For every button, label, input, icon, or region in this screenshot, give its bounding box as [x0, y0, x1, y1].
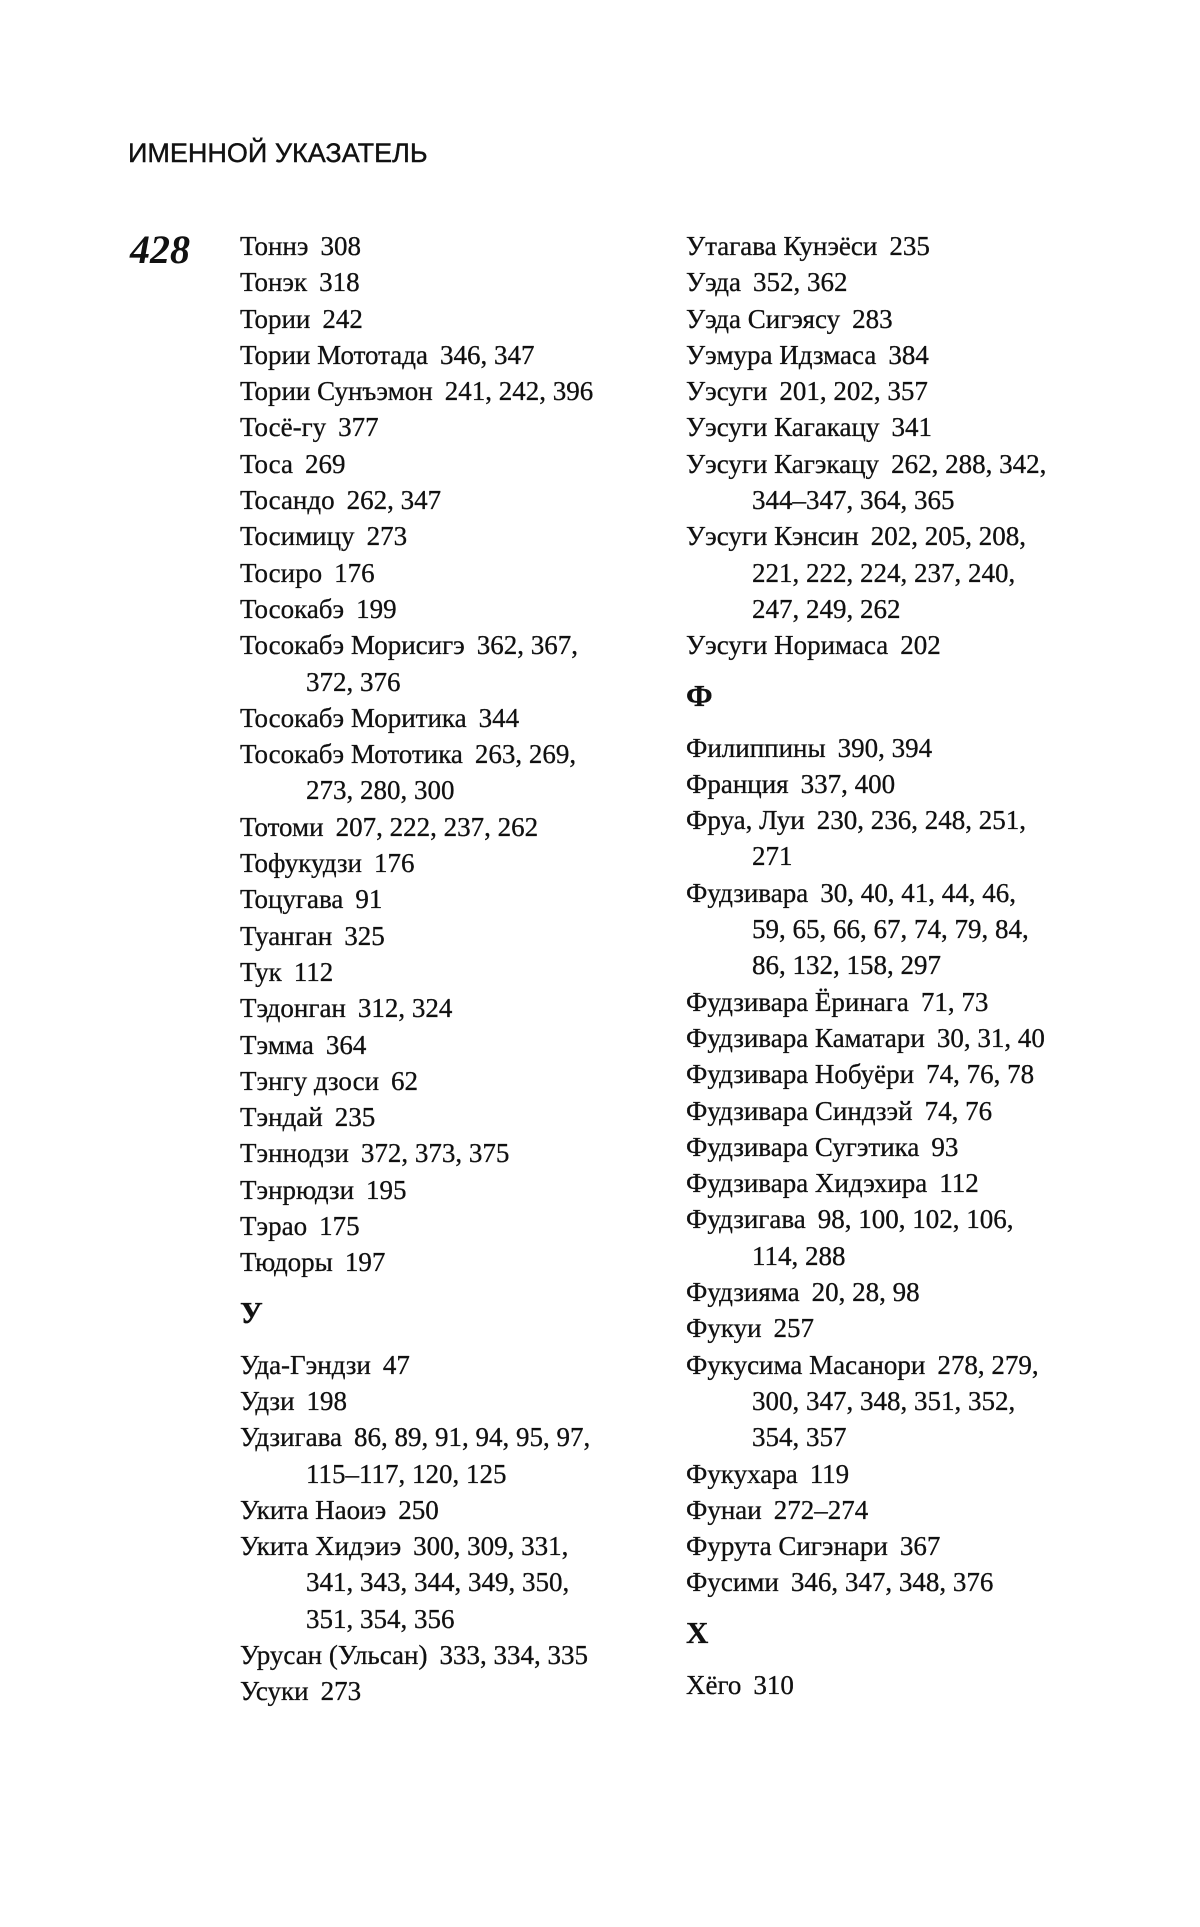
entry-pages: 242 — [322, 303, 363, 334]
entry-pages: 30, 31, 40 — [936, 1022, 1045, 1053]
index-entry — [240, 736, 660, 772]
index-entry — [686, 730, 1106, 766]
entry-name: Тории Мототада — [240, 339, 429, 370]
index-entry — [686, 264, 1106, 300]
index-entry — [686, 1667, 1106, 1703]
entry-name: Фудзияма — [686, 1277, 800, 1308]
entry-name: Тэмма — [240, 1029, 314, 1060]
index-entry — [240, 482, 660, 518]
entry-pages: 201, 202, 357 — [779, 376, 928, 407]
entry-pages: 362, 367, — [476, 630, 579, 661]
entry-pages-continued: 354, 357 — [752, 1422, 847, 1453]
entry-name: Фукусима Масанори — [686, 1349, 926, 1380]
entry-name: Тосиро — [240, 557, 323, 588]
index-entry — [240, 555, 660, 591]
entry-name: Фусими — [686, 1567, 779, 1598]
index-entry — [240, 954, 660, 990]
entry-pages-continued: 86, 132, 158, 297 — [752, 950, 941, 981]
entry-pages: 176 — [374, 848, 415, 879]
index-entry — [240, 409, 660, 445]
entry-name: Тории Сунъэмон — [240, 376, 433, 407]
index-entry — [240, 228, 660, 264]
entry-name: Фруа, Луи — [686, 805, 805, 836]
index-entry — [240, 518, 660, 554]
entry-name: Уэсуги Кэнсин — [686, 521, 859, 552]
entry-name: Тук — [240, 956, 282, 987]
entry-pages: 333, 334, 335 — [439, 1639, 588, 1670]
index-entry — [240, 1528, 660, 1564]
entry-name: Тоса — [240, 448, 293, 479]
entry-pages: 278, 279, — [937, 1349, 1039, 1380]
entry-name: Тюдоры — [240, 1247, 333, 1278]
entry-pages: 176 — [334, 557, 375, 588]
index-entry — [240, 1063, 660, 1099]
index-entry — [240, 881, 660, 917]
entry-name: Франция — [686, 768, 789, 799]
index-entry — [240, 1135, 660, 1171]
entry-pages: 175 — [319, 1211, 360, 1242]
entry-pages-continued: 271 — [752, 841, 793, 872]
entry-name: Фудзивара Каматари — [686, 1022, 925, 1053]
entry-pages: 318 — [319, 267, 360, 298]
entry-name: Уэда — [686, 267, 742, 298]
entry-pages: 207, 222, 237, 262 — [335, 811, 539, 842]
entry-name: Урусан (Ульсан) — [240, 1639, 428, 1670]
index-entry — [240, 809, 660, 845]
entry-pages: 202, 205, 208, — [870, 521, 1026, 552]
entry-pages: 263, 269, — [474, 739, 577, 770]
entry-pages: 352, 362 — [753, 267, 848, 298]
entry-name: Тофукудзи — [240, 848, 363, 879]
entry-name: Тэндай — [240, 1102, 323, 1133]
index-entry — [240, 627, 660, 663]
entry-pages: 195 — [366, 1174, 407, 1205]
section-letter: Х — [686, 1614, 709, 1650]
entry-pages: 86, 89, 91, 94, 95, 97, — [353, 1422, 591, 1453]
index-entry — [686, 766, 1106, 802]
entry-pages: 300, 309, 331, — [413, 1531, 569, 1562]
entry-pages: 74, 76 — [924, 1095, 993, 1126]
index-entry — [686, 1093, 1106, 1129]
entry-pages: 112 — [293, 956, 334, 987]
entry-name: Удзи — [240, 1385, 295, 1416]
index-entry — [686, 875, 1106, 911]
index-entry — [686, 1310, 1106, 1346]
entry-name: Тэдонган — [240, 993, 346, 1024]
index-entry — [240, 1099, 660, 1135]
index-entry — [240, 990, 660, 1026]
index-entry — [240, 373, 660, 409]
entry-pages: 202 — [900, 630, 941, 661]
entry-pages: 346, 347 — [440, 339, 535, 370]
entry-pages: 367 — [899, 1531, 941, 1562]
entry-pages-continued: 344–347, 364, 365 — [752, 485, 955, 516]
entry-name: Фудзивара Нобуёри — [686, 1059, 915, 1090]
index-entry — [240, 1172, 660, 1208]
entry-name: Усуки — [240, 1676, 309, 1707]
index-entry — [240, 1492, 660, 1528]
entry-pages-continued: 351, 354, 356 — [306, 1603, 455, 1634]
entry-pages: 377 — [338, 412, 379, 443]
index-entry — [240, 1027, 660, 1063]
entry-pages: 91 — [355, 884, 383, 915]
entry-pages: 390, 394 — [837, 732, 933, 763]
entry-name: Фудзигава — [686, 1204, 806, 1235]
entry-name: Хёго — [686, 1669, 742, 1700]
index-entry — [686, 373, 1106, 409]
index-entry — [686, 228, 1106, 264]
index-column-left — [240, 228, 660, 1710]
index-entry — [240, 918, 660, 954]
entry-name: Филиппины — [686, 732, 826, 763]
entry-pages: 273 — [366, 521, 408, 552]
entry-name: Тосандо — [240, 485, 335, 516]
index-entry — [686, 627, 1106, 663]
index-entry — [686, 1456, 1106, 1492]
entry-pages: 30, 40, 41, 44, 46, — [820, 877, 1016, 908]
index-entry — [686, 337, 1106, 373]
entry-pages: 197 — [344, 1247, 386, 1278]
entry-pages: 262, 347 — [346, 485, 442, 516]
entry-name: Удзигава — [240, 1422, 342, 1453]
entry-name: Тонэк — [240, 267, 308, 298]
entry-pages: 308 — [320, 231, 361, 261]
index-entry — [686, 984, 1106, 1020]
entry-pages: 310 — [753, 1669, 794, 1700]
index-entry — [686, 1056, 1106, 1092]
index-entry — [240, 1347, 660, 1383]
entry-name: Тосокабэ Моритика — [240, 702, 467, 733]
index-entry — [686, 1020, 1106, 1056]
entry-pages-continued: 300, 347, 348, 351, 352, — [752, 1385, 1016, 1416]
entry-name: Уда-Гэндзи — [240, 1349, 371, 1380]
entry-pages: 337, 400 — [800, 768, 896, 799]
index-entry — [686, 1129, 1106, 1165]
index-entry — [686, 1492, 1106, 1528]
index-entry — [240, 700, 660, 736]
entry-pages: 230, 236, 248, 251, — [816, 805, 1026, 836]
entry-pages-continued: 115–117, 120, 125 — [306, 1458, 507, 1489]
entry-name: Фудзивара — [686, 877, 809, 908]
index-entry — [686, 446, 1106, 482]
entry-pages: 341 — [891, 412, 932, 443]
entry-pages: 235 — [889, 231, 930, 261]
entry-pages: 273 — [320, 1676, 362, 1707]
index-entry — [240, 1244, 660, 1280]
index-entry — [686, 1274, 1106, 1310]
entry-name: Фудзивара Хидэхира — [686, 1168, 928, 1199]
entry-name: Уэсуги Кагакацу — [686, 412, 880, 443]
entry-name: Тоннэ — [240, 231, 309, 261]
entry-name: Уэсуги — [686, 376, 768, 407]
index-entry — [686, 301, 1106, 337]
entry-name: Тэрао — [240, 1211, 308, 1242]
section-letter: Ф — [686, 677, 713, 713]
index-entry — [240, 301, 660, 337]
index-entry — [686, 409, 1106, 445]
entry-pages: 344 — [478, 702, 520, 733]
entry-pages: 93 — [931, 1131, 959, 1162]
entry-name: Укита Хидэиэ — [240, 1531, 402, 1562]
entry-pages: 71, 73 — [920, 986, 989, 1017]
entry-pages: 250 — [398, 1494, 439, 1525]
index-entry — [240, 446, 660, 482]
entry-name: Фудзивара Ёринага — [686, 986, 909, 1017]
entry-name: Уэмура Идзмаса — [686, 339, 877, 370]
entry-name: Тэнгу дзоси — [240, 1065, 380, 1096]
entry-name: Тосё-гу — [240, 412, 327, 443]
entry-pages: 62 — [391, 1065, 419, 1096]
entry-name: Уэда Сигэясу — [686, 303, 841, 334]
index-entry — [240, 1383, 660, 1419]
entry-name: Уэсуги Норимаса — [686, 630, 889, 661]
page-number: 428 — [130, 227, 190, 272]
entry-pages: 257 — [773, 1313, 815, 1344]
entry-name: Фурута Сигэнари — [686, 1531, 888, 1562]
index-entry — [240, 1637, 660, 1673]
entry-pages: 364 — [325, 1029, 367, 1060]
entry-name: Утагава Кунэёси — [686, 231, 878, 261]
index-entry — [240, 264, 660, 300]
index-entry — [240, 1419, 660, 1455]
entry-pages: 199 — [356, 593, 397, 624]
entry-name: Тоцугава — [240, 884, 344, 915]
index-entry — [240, 845, 660, 881]
index-entry — [686, 518, 1106, 554]
entry-pages-continued: 59, 65, 66, 67, 74, 79, 84, — [752, 914, 1029, 945]
entry-pages: 20, 28, 98 — [811, 1277, 920, 1308]
entry-pages: 235 — [334, 1102, 376, 1133]
index-entry — [686, 1347, 1106, 1383]
entry-name: Фудзивара Синдзэй — [686, 1095, 913, 1126]
index-entry — [686, 1201, 1106, 1237]
index-entry — [240, 1673, 660, 1709]
index-column-right — [686, 228, 1106, 1703]
index-entry — [686, 1564, 1106, 1600]
entry-pages: 241, 242, 396 — [444, 376, 594, 407]
entry-pages-continued: 221, 222, 224, 237, 240, — [752, 557, 1016, 588]
entry-pages: 112 — [939, 1168, 979, 1199]
entry-name: Фукухара — [686, 1458, 798, 1489]
entry-name: Фудзивара Сугэтика — [686, 1131, 920, 1162]
entry-name: Тосокабэ Морисигэ — [240, 630, 465, 661]
entry-name: Тосокабэ Мототика — [240, 739, 463, 770]
entry-name: Тэнрюдзи — [240, 1174, 355, 1205]
entry-pages: 47 — [382, 1349, 410, 1380]
entry-name: Тосокабэ — [240, 593, 345, 624]
entry-name: Тосимицу — [240, 521, 355, 552]
entry-pages: 283 — [852, 303, 893, 334]
section-letter: У — [240, 1294, 263, 1330]
entry-pages: 384 — [888, 339, 929, 370]
index-entry — [240, 591, 660, 627]
entry-pages-continued: 372, 376 — [306, 666, 401, 697]
index-entry — [686, 802, 1106, 838]
entry-name: Туанган — [240, 920, 333, 951]
running-head: ИМЕННОЙ УКАЗАТЕЛЬ — [128, 138, 428, 168]
index-entry — [240, 1208, 660, 1244]
entry-pages: 346, 347, 348, 376 — [790, 1567, 994, 1598]
entry-name: Тотоми — [240, 811, 324, 842]
index-entry — [686, 1165, 1106, 1201]
entry-name: Фунаи — [686, 1494, 762, 1525]
index-entry — [686, 1528, 1106, 1564]
entry-pages-continued: 273, 280, 300 — [306, 775, 455, 806]
entry-pages: 98, 100, 102, 106, — [817, 1204, 1014, 1235]
entry-pages: 325 — [344, 920, 385, 951]
entry-pages-continued: 247, 249, 262 — [752, 593, 901, 624]
entry-pages-continued: 341, 343, 344, 349, 350, — [306, 1567, 570, 1598]
entry-pages: 262, 288, 342, — [891, 448, 1047, 479]
index-entry — [240, 337, 660, 373]
entry-name: Фукуи — [686, 1313, 762, 1344]
entry-pages: 198 — [306, 1385, 348, 1416]
entry-pages: 269 — [304, 448, 346, 479]
entry-pages-continued: 114, 288 — [752, 1240, 846, 1271]
entry-pages: 74, 76, 78 — [926, 1059, 1035, 1090]
entry-name: Уэсуги Кагэкацу — [686, 448, 880, 479]
entry-name: Укита Наоиэ — [240, 1494, 387, 1525]
entry-pages: 272–274 — [773, 1494, 869, 1525]
entry-pages: 372, 373, 375 — [360, 1138, 510, 1169]
entry-pages: 119 — [809, 1458, 850, 1489]
entry-pages: 312, 324 — [357, 993, 453, 1024]
entry-name: Тории — [240, 303, 311, 334]
entry-name: Тэннодзи — [240, 1138, 349, 1169]
